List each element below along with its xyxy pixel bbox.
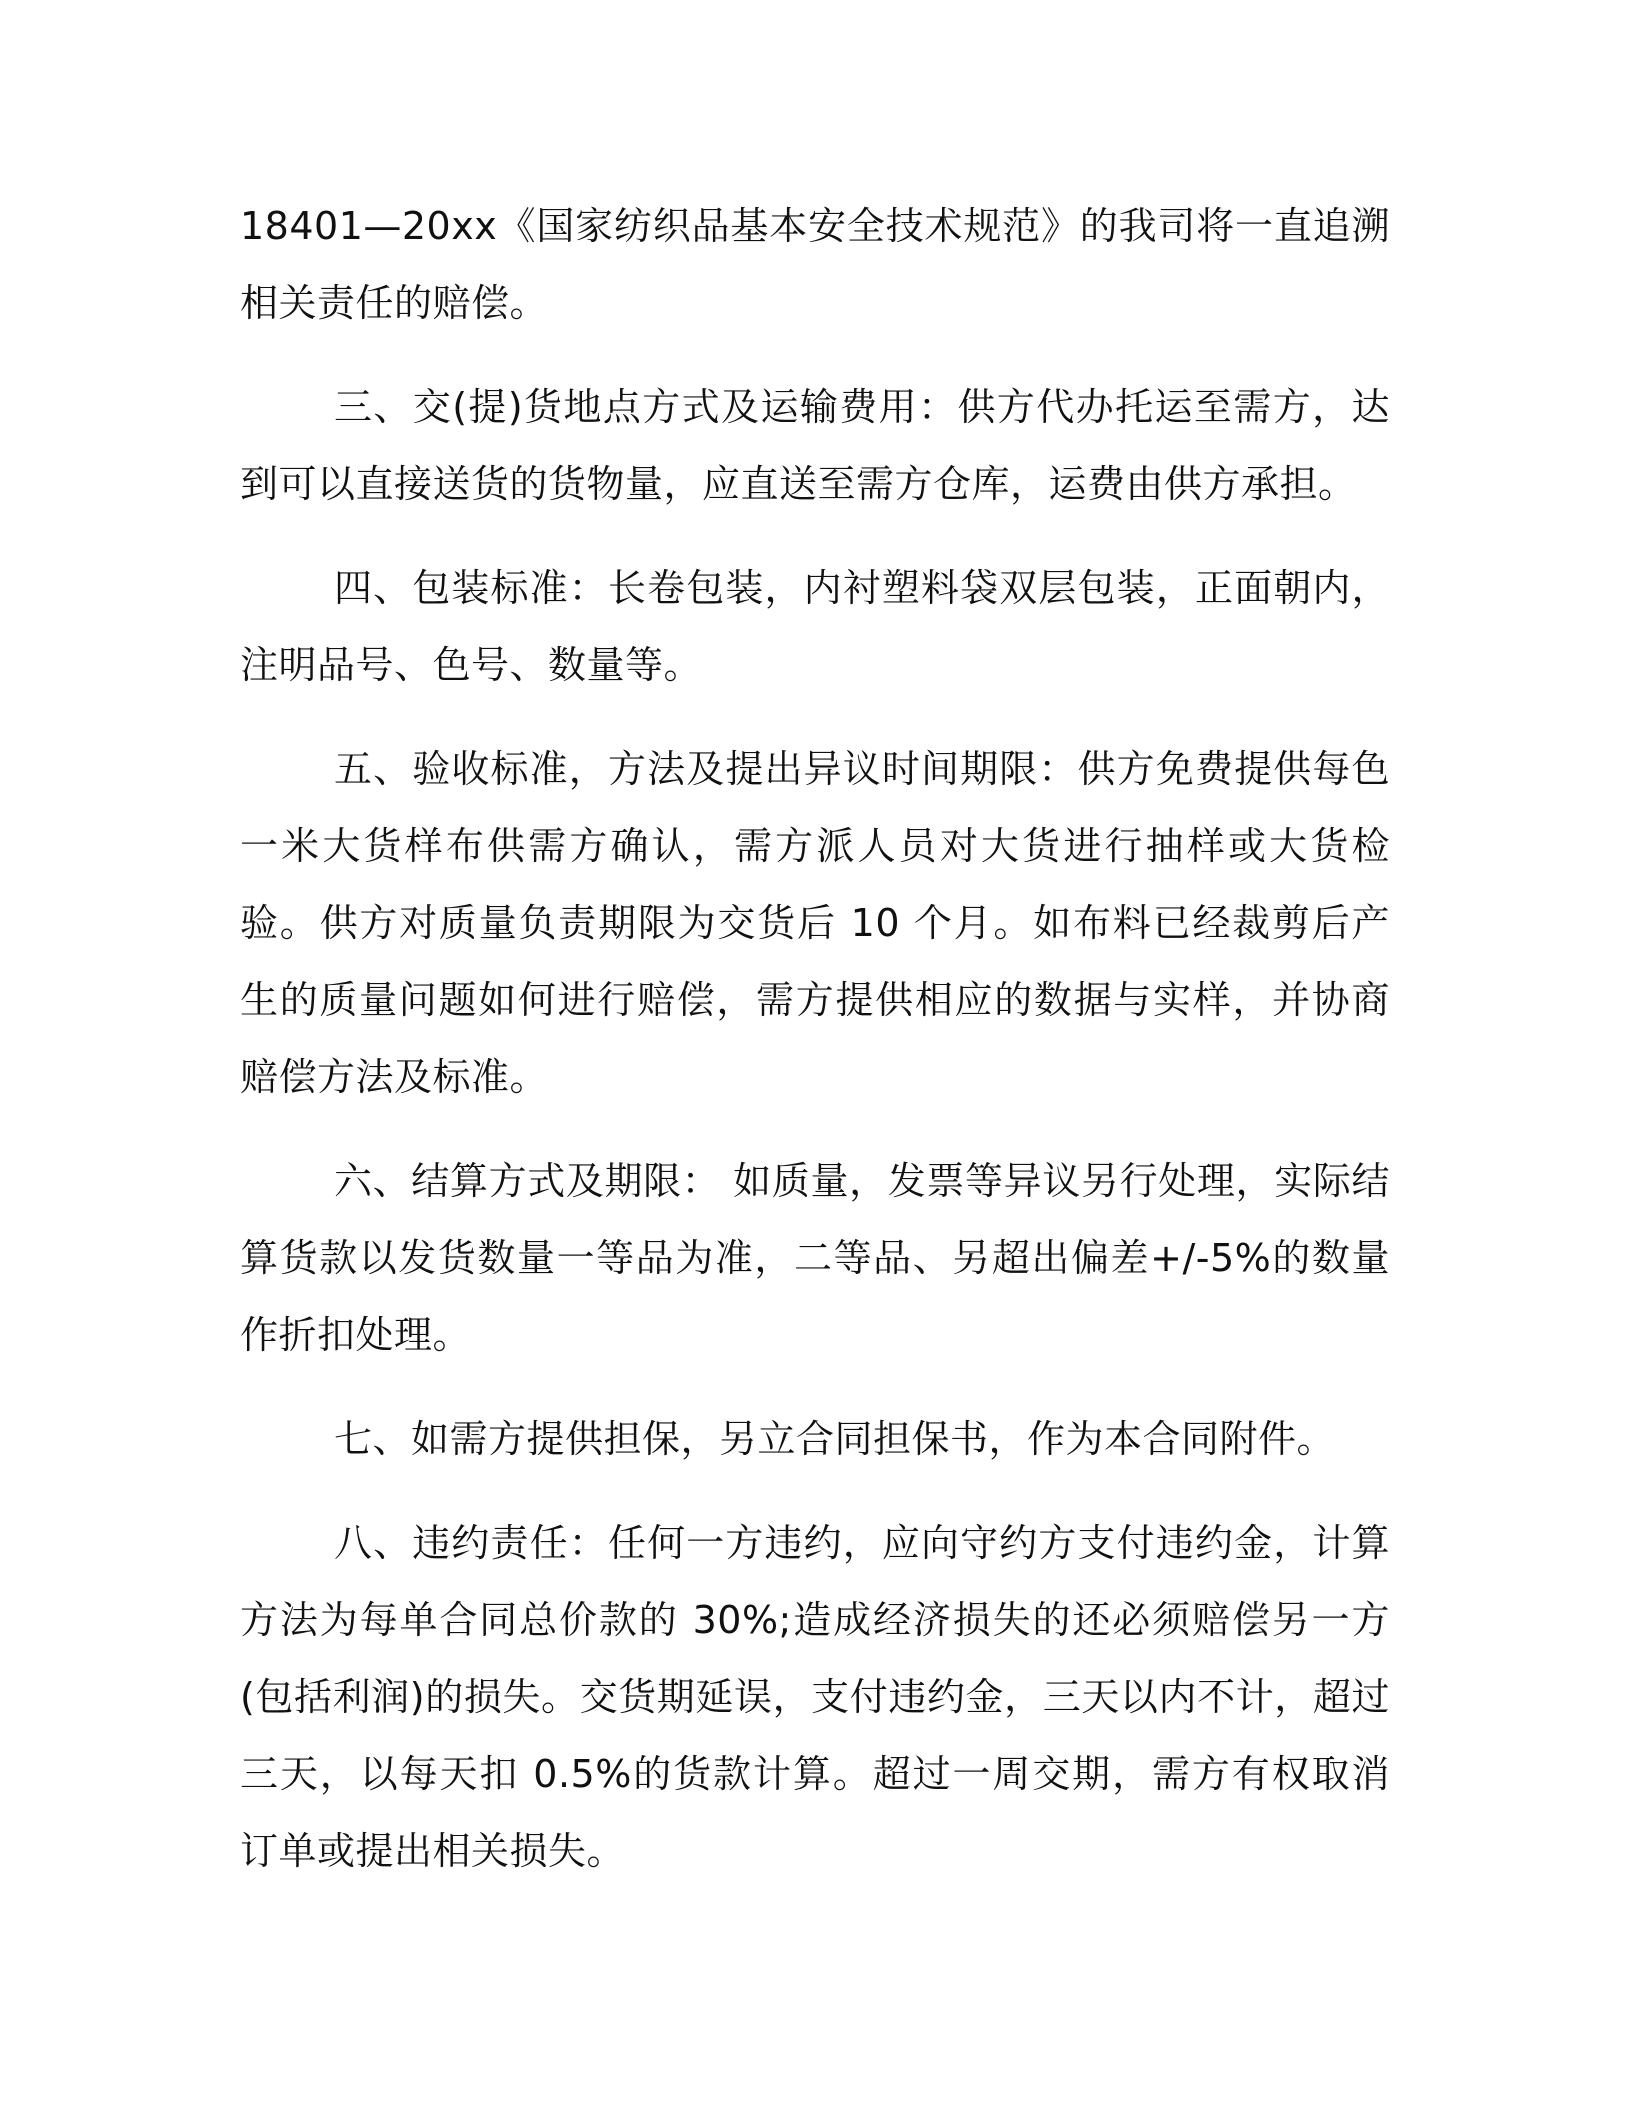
paragraph-guarantee: 七、如需方提供担保，另立合同担保书，作为本合同附件。 <box>334 1417 1336 1461</box>
paragraph-acceptance-standard: 五、验收标准，方法及提出异议时间期限：供方免费提供每色一米大货样布供需方确认，需方派人员对大货进行抽样或大货检验。供方对质量负责期限为交货后 10 个月。如布料已经裁剪后产生的质量问题如何进行赔偿，需方提供相应的数据与实样，并协商赔偿方法及标准。 <box>240 747 1390 1099</box>
paragraph-breach-liability: 八、违约责任：任何一方违约，应向守约方支付违约金，计算方法为每单合同总价款的 30%;造成经济损失的还必须赔偿另一方(包括利润)的损失。交货期延误，支付违约金，三天以内不计，超过三天，以每天扣 0.5%的货款计算。超过一周交期，需方有权取消订单或提出相关损失。 <box>240 1521 1390 1873</box>
paragraph-packaging-standard: 四、包装标准：长卷包装，内衬塑料袋双层包装，正面朝内，注明品号、色号、数量等。 <box>240 566 1390 687</box>
document-body <box>240 188 1390 1890</box>
paragraph-settlement-terms: 六、结算方式及期限： 如质量，发票等异议另行处理，实际结算货款以发货数量一等品为准，二等品、另超出偏差+/-5%的数量作折扣处理。 <box>240 1159 1390 1357</box>
paragraph-delivery-terms: 三、交(提)货地点方式及运输费用：供方代办托运至需方，达到可以直接送货的货物量，应直送至需方仓库，运费由供方承担。 <box>240 385 1390 506</box>
paragraph-standard-liability: 18401—20xx《国家纺织品基本安全技术规范》的我司将一直追溯相关责任的赔偿。 <box>240 204 1390 325</box>
